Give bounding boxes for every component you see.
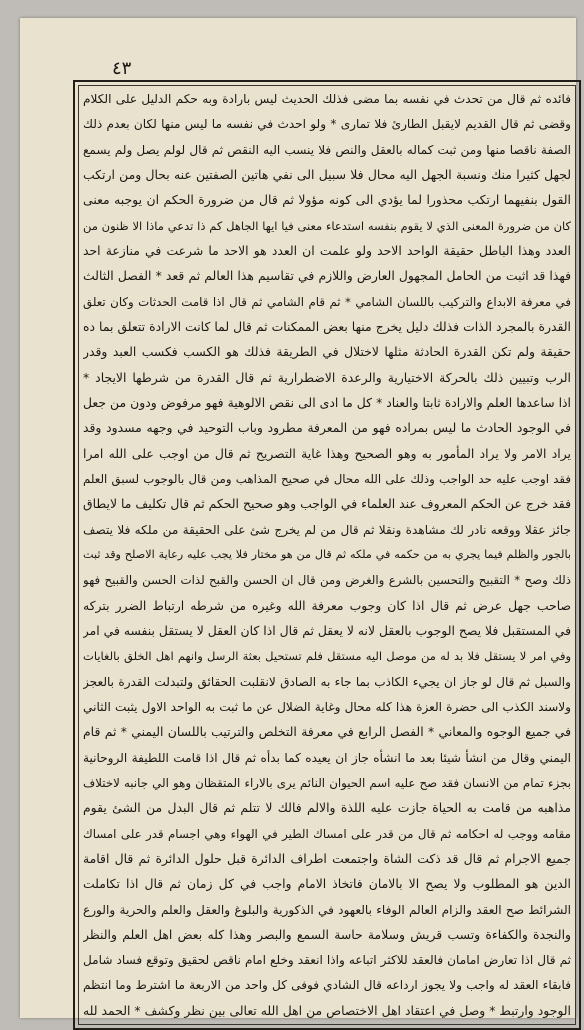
text-line: الشرائط صح العقد والزام العالم الوفاء بالعهود في الذكورية والبلوغ والعقل والعلم والحرية والورع: [83, 902, 571, 917]
text-line: بجزء تمام من الانسان فقد صح عليه اسم الحيوان النائم يرى بالاراء المتقظان وهو الي جانبه لاختلاف: [83, 775, 571, 790]
text-line: حقيقة ولم تكن القدرة الحادثة مثلها لاختلال في الطريقة فذلك هو الكسب فكسب العبد وقدر: [83, 344, 571, 360]
text-line: بالجور والظلم فيما يجري به من حكمه في ملكه ثم قال من هو مختار فلا يجب عليه رعاية الاصلح وقد ثبت: [83, 547, 571, 561]
text-line: صاحب جهل عرض ثم قال اذا كان وجوب معرفة الله وغيره من شرطه ارتباط الضرر بتركه: [83, 597, 571, 613]
text-line: الوجود وارتبط * وصل في اعتقاد اهل الاختصاص من اهل الله تعالى بين نظر وكشف * الحمد لله: [83, 1002, 571, 1018]
text-line: ذلك وصح * التقبيح والتحسين بالشرع والغرض ومن قال ان الحسن والقبح لذات الحسن والقبيح فهو: [83, 573, 571, 588]
text-block: [83, 88, 571, 1022]
text-line: ثم قال اذا تعارض امامان فالعقد للاكثر اتباعه واذا انعقد وخلع امام ناقص لحقيق وتوقع فساد شامل: [83, 953, 571, 968]
text-line: في جميع الوجوه والمعاني * الفصل الرابع في معرفة التخلص والترتيب باللسان اليمني * ثم قام: [83, 724, 571, 740]
text-line: في المستقبل فلا يصح الوجوب بالعقل لانه لا يعقل ثم قال اذا كان العقل لا يستقل بنفسه في امر: [83, 622, 571, 638]
text-line: العدد وهذا الباطل حقيقة الواحد الاحد ولو علمت ان العدد هو الاحد ما شرعت في منازعة احد: [83, 242, 571, 258]
text-line: في معرفة الابداع والتركيب باللسان الشامي * ثم قام الشامي ثم قال اذا قامت الحدثات وكان تعلق: [83, 294, 571, 309]
text-line: والسبل ثم قال لو جاز ان يجيء الكاذب بما جاء به الصادق لانقلبت الحقائق ولتبدلت القدرة بالعجز: [83, 674, 571, 689]
text-line: وقضى ثم قال القديم لايقبل الطارئ فلا تمارى * ولو احدث في نفسه ما ليس منها لكان بعدم ذلك: [83, 117, 571, 132]
text-line: وفي امر لا يستقل فلا بد له من موصل اليه مستقل فلم تستحيل بعثة الرسل وانهم اهل الخلق بالغايات: [83, 649, 571, 664]
text-line: الدين هو المطلوب ولا يصح الا بالامان فاتخاذ الامام واجب في كل زمان ثم قال اذا تكاملت: [83, 876, 571, 892]
text-line: كان من ضرورة المعنى الذي لا يقوم بنفسه استدعاء معنى فيا ايها الجاهل كم ذا تدعي ماذا الا ظنون من: [83, 218, 571, 233]
manuscript-page: [20, 18, 576, 1018]
text-line: مذاهبه من قامت به الحياة جازت عليه اللذة والالم فالك لا تتلم ثم قال البدل من الشئ يقوم: [83, 800, 571, 816]
text-line: الصفة ناقصا منها ومن ثبت كماله بالعقل والنص فلا ينسب اليه النقص ثم قال لولم يصل ولم يسمع: [83, 142, 571, 157]
text-line: جميع الاجرام ثم قال قد ذكت الشاة واجتمعت اطراف الدائرة قبل حلول الدائرة ثم قال اقامة: [83, 850, 571, 866]
text-line: فقد خرج عن الحكم المعروف عند العلماء في الواجب وهو صحيح الحكم ثم قال تكليف ما لايطاق: [83, 496, 571, 512]
text-line: الرب وتبيين ذلك بالحركة الاختيارية والرعدة الاضطرارية ثم قال القدرة من شرطها الايجاد *: [83, 369, 571, 385]
text-line: لجهل كثيرا منك ونسبة الجهل اليه محال فلا سبيل الى نفي هاتين الصفتين عنه بحال ومن ارتكب: [83, 166, 571, 182]
text-line: فابقاء العقد له واجب ولا يجوز ارداعه قال الشادي فوفى كل واحد من الاربعة ما اشترط وما انتظم: [83, 978, 571, 993]
text-line: فقد اوجب عليه حد الواجب وذلك على الله محال في صحيح المذاهب ومن قال بالوجوب لسبق العلم: [83, 471, 571, 486]
text-line: مقامه ووجب له احكامه ثم قال من قدر على امساك الطير في الهواء وهي اجسام قدر على امساك: [83, 826, 571, 841]
text-frame: [73, 80, 581, 1030]
text-line: القدرة بالمجرد الذات فذلك دليل يخرج منها بعض الممكنات ثم قال لما كانت الارادة تتعلق بما ده: [83, 318, 571, 334]
text-line: جائز عقلا ووقعه نادر لك مشاهدة ونقلا ثم قال من لم يخرج شئ على الحقيقة من ملكه فلا يتصف: [83, 522, 571, 537]
text-line: يراد الامر ولا يراد المأمور به وهو الصحيح وهذا غاية التصريح ثم قال من اوجب على الله امرا: [83, 445, 571, 461]
text-line: في الوجود الحادث ما ليس بمراده فهو من المعرفة مطرود وباب التوحيد في وجهه مسدود وقد: [83, 420, 571, 436]
text-line: القول بنفيهما ارتكب محذورا لما يؤدي الى كونه مؤولا ثم قال من ضرورة الحكم ان يوجبه معنى: [83, 192, 571, 208]
text-line: والنجدة والكفاءة وتسب قريش وسلامة حاسة السمع والبصر وهذا كله بعض اهل العلم والنظر: [83, 926, 571, 942]
page-number: ٤٣: [112, 58, 132, 79]
text-line: فهذا قد اثبت من الحامل المجهول العارض واللازم في تقاسيم هذا العالم ثم قعد * الفصل الثالث: [83, 268, 571, 284]
text-line: اليمني وقال من انشأ شيئا بعد ما انشأه جاز ان يعيده كما بدأه ثم قال اذا قامت اللطيفة الروحانية: [83, 750, 571, 765]
text-line: ولاسند الكذب الى حضرة العزة هذا كله محال وغاية الضلال عن ما ثبت به الواحد الاول يثبت الثاني: [83, 699, 571, 714]
text-line: فائده ثم قال من تحدث في نفسه بما مضى فذلك الحديث ليس بارادة وبه حكم الدليل على الكلام: [83, 92, 571, 106]
text-line: اذا ساعدها العلم والارادة ثابتا والعناد * كل ما ادى الى نقص الالوهية فهو مرفوض ودون من جعل: [83, 394, 571, 410]
